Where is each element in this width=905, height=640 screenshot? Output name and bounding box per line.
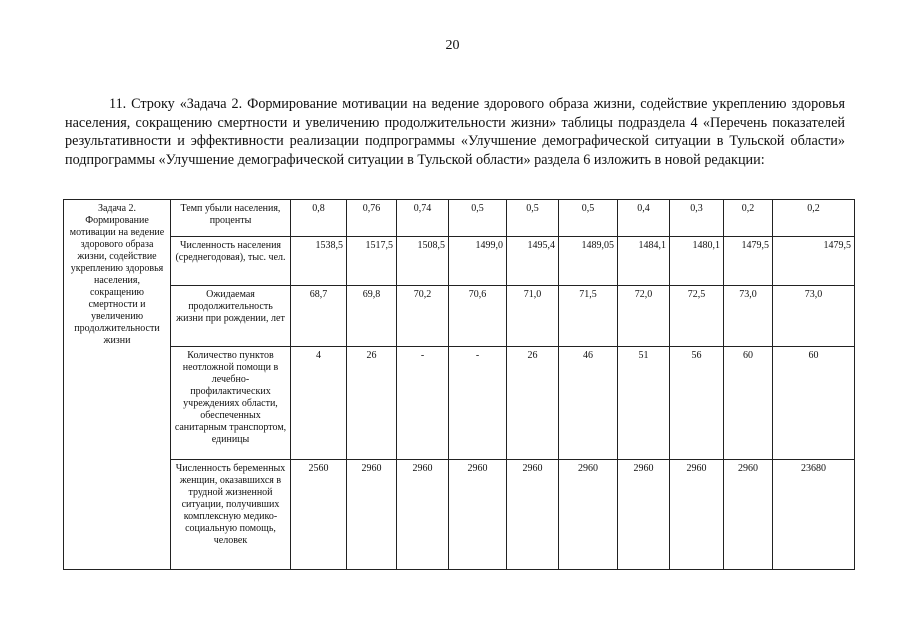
value-cell: 0,74 <box>397 200 449 237</box>
value-cell: 1517,5 <box>347 237 397 286</box>
table-row <box>64 237 855 286</box>
value-cell: 2960 <box>559 460 618 570</box>
indicator-name: Численность населения (среднегодовая), тыс. чел. <box>171 237 291 286</box>
value-cell: 2960 <box>397 460 449 570</box>
table-row <box>64 200 855 237</box>
value-cell: 73,0 <box>773 286 855 347</box>
page-number: 20 <box>445 38 460 53</box>
value-cell: 0,2 <box>773 200 855 237</box>
indicator-name: Количество пунктов неотложной помощи в лечебно-профилактических учреждениях области, обеспеченных санитарным транспортом, единицы <box>171 347 291 460</box>
value-cell: 26 <box>507 347 559 460</box>
value-cell: 70,2 <box>397 286 449 347</box>
value-cell: 0,5 <box>507 200 559 237</box>
value-cell: 1479,5 <box>724 237 773 286</box>
value-cell: 56 <box>670 347 724 460</box>
value-cell: 68,7 <box>291 286 347 347</box>
value-cell: 1484,1 <box>618 237 670 286</box>
value-cell: 1508,5 <box>397 237 449 286</box>
value-cell: - <box>449 347 507 460</box>
value-cell: 72,0 <box>618 286 670 347</box>
value-cell: 46 <box>559 347 618 460</box>
value-cell: 0,8 <box>291 200 347 237</box>
indicator-name: Ожидаемая продолжительность жизни при рождении, лет <box>171 286 291 347</box>
value-cell: 1499,0 <box>449 237 507 286</box>
value-cell: 26 <box>347 347 397 460</box>
value-cell: 2960 <box>670 460 724 570</box>
value-cell: 2960 <box>449 460 507 570</box>
value-cell: 72,5 <box>670 286 724 347</box>
value-cell: 60 <box>724 347 773 460</box>
value-cell: 1480,1 <box>670 237 724 286</box>
value-cell: 60 <box>773 347 855 460</box>
value-cell: 0,2 <box>724 200 773 237</box>
indicator-name: Темп убыли населения, проценты <box>171 200 291 237</box>
value-cell: 1479,5 <box>773 237 855 286</box>
value-cell: 51 <box>618 347 670 460</box>
table-row <box>64 460 855 570</box>
intro-paragraph: 11. Строку «Задача 2. Формирование мотивации на ведение здорового образа жизни, содействие укреплению здоровья населения, сокращению смертности и увеличению продолжительности жизни» таблицы подраздела 4 «Перечень показателей результативности и эффективности реализации подпрограммы «Улучшение демографической ситуации в Тульской области» подпрограммы «Улучшение демографической ситуации в Тульской области» раздела 6 изложить в новой редакции: <box>65 96 845 168</box>
value-cell: 2960 <box>347 460 397 570</box>
value-cell: 4 <box>291 347 347 460</box>
task-cell: Задача 2. Формирование мотивации на ведение здорового образа жизни, содействие укреплению здоровья населения, сокращению смертности и увеличению продолжительности жизни <box>64 200 171 570</box>
value-cell: - <box>397 347 449 460</box>
value-cell: 1538,5 <box>291 237 347 286</box>
value-cell: 2960 <box>618 460 670 570</box>
value-cell: 23680 <box>773 460 855 570</box>
value-cell: 0,5 <box>559 200 618 237</box>
value-cell: 0,5 <box>449 200 507 237</box>
value-cell: 2960 <box>724 460 773 570</box>
value-cell: 70,6 <box>449 286 507 347</box>
value-cell: 0,4 <box>618 200 670 237</box>
table-row <box>64 347 855 460</box>
table-row <box>64 286 855 347</box>
value-cell: 71,0 <box>507 286 559 347</box>
indicator-name: Численность беременных женщин, оказавшихся в трудной жизненной ситуации, получивших комплексную медико-социальную помощь, человек <box>171 460 291 570</box>
value-cell: 71,5 <box>559 286 618 347</box>
value-cell: 1495,4 <box>507 237 559 286</box>
indicators-table <box>63 199 855 570</box>
value-cell: 2560 <box>291 460 347 570</box>
value-cell: 1489,05 <box>559 237 618 286</box>
value-cell: 0,3 <box>670 200 724 237</box>
value-cell: 0,76 <box>347 200 397 237</box>
value-cell: 69,8 <box>347 286 397 347</box>
value-cell: 2960 <box>507 460 559 570</box>
value-cell: 73,0 <box>724 286 773 347</box>
